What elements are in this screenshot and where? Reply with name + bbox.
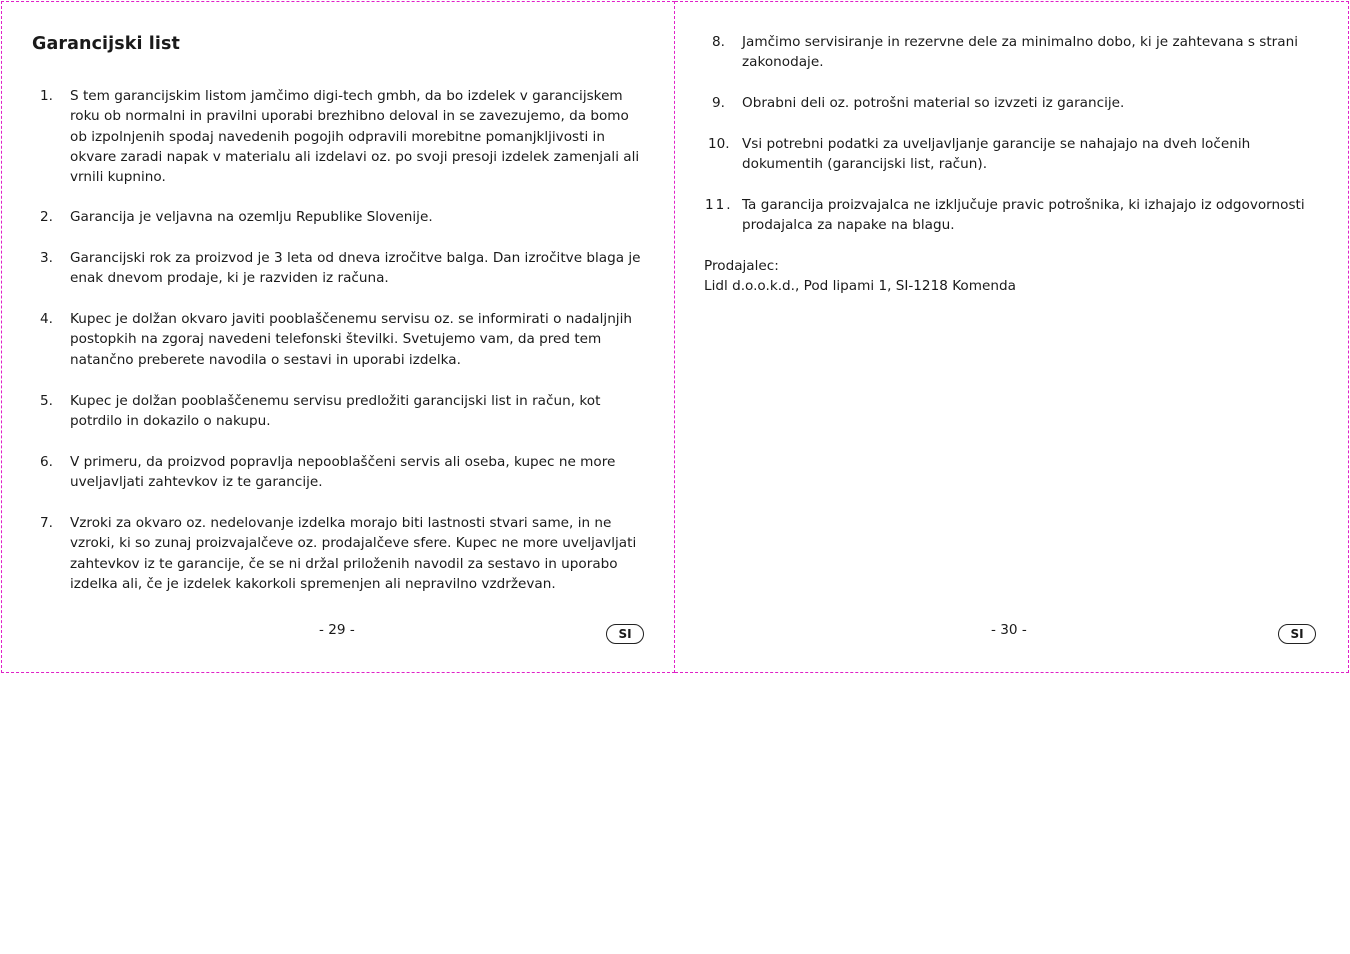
- language-badge: SI: [606, 624, 644, 644]
- item-text: Obrabni deli oz. potrošni material so izvzeti iz garancije.: [742, 95, 1125, 111]
- item-number: 4.: [40, 311, 53, 327]
- seller-info: [704, 256, 1016, 297]
- item-number: 9.: [712, 95, 725, 111]
- language-badge: SI: [1278, 624, 1316, 644]
- item-text: V primeru, da proizvod popravlja nepooblaščeni servis ali oseba, kupec ne more uveljavljati zahtevkov iz te garancije.: [70, 454, 616, 491]
- item-number: 11.: [705, 197, 733, 213]
- item-number: 6.: [40, 454, 53, 470]
- item-text: Jamčimo servisiranje in rezervne dele za minimalno dobo, ki je zahtevana s strani zakonodaje.: [742, 34, 1298, 71]
- item-number: 8.: [712, 34, 725, 50]
- seller-label: Prodajalec:: [704, 258, 779, 274]
- item-number: 2.: [40, 209, 53, 225]
- seller-address: Lidl d.o.o.k.d., Pod lipami 1, SI-1218 Komenda: [704, 278, 1016, 295]
- page-number: - 30 -: [991, 622, 1027, 638]
- item-text: Kupec je dolžan okvaro javiti pooblaščenemu servisu oz. se informirati o nadaljnjih postopkih na zgoraj navedeni telefonski številki. Svetujemo vam, da pred tem natančno preberete navodila o sestavi in uporabi izdelka.: [70, 311, 632, 368]
- item-number: 3.: [40, 250, 53, 266]
- item-text: Garancija je veljavna na ozemlju Republike Slovenije.: [70, 209, 433, 225]
- item-number: 5.: [40, 393, 53, 409]
- item-text: Ta garancija proizvajalca ne izključuje pravic potrošnika, ki izhajajo iz odgovornosti prodajalca za napake na blagu.: [742, 197, 1305, 234]
- item-text: Vsi potrebni podatki za uveljavljanje garancije se nahajajo na dveh ločenih dokumentih (garancijski list, račun).: [742, 136, 1251, 173]
- item-number: 10.: [708, 136, 730, 152]
- left-page: [1, 1, 675, 673]
- item-number: 7.: [40, 515, 53, 531]
- page-number: - 29 -: [319, 622, 355, 638]
- right-page: [675, 1, 1349, 673]
- item-text: S tem garancijskim listom jamčimo digi-tech gmbh, da bo izdelek v garancijskem roku ob normalni in pravilni uporabi brezhibno deloval in se zavezujemo, da bomo ob izpolnjenih spodaj navedenih pogojih odpravili morebitne pomanjkljivosti in okvare zaradi napak v materialu ali izdelavi oz. po svoji presoji izdelek zamenjali ali vrnili kupnino.: [70, 88, 640, 186]
- item-text: Garancijski rok za proizvod je 3 leta od dneva izročitve balga. Dan izročitve blaga je enak dnevom prodaje, ki je razviden iz računa.: [70, 250, 641, 287]
- item-number: 1.: [40, 88, 53, 104]
- page-title: Garancijski list: [32, 34, 180, 54]
- item-text: Kupec je dolžan pooblaščenemu servisu predložiti garancijski list in račun, kot potrdilo in dokazilo o nakupu.: [70, 393, 601, 430]
- item-text: Vzroki za okvaro oz. nedelovanje izdelka morajo biti lastnosti stvari same, in ne vzroki, ki so zunaj proizvajalčeve oz. prodajalčeve sfere. Kupec ne more uveljavljati zahtevkov iz te garancije, če se ni držal priloženih navodil za sestavo in uporabo izdelka ali, če je izdelek kakorkoli spremenjen ali nepravilno vzdrževan.: [70, 515, 637, 592]
